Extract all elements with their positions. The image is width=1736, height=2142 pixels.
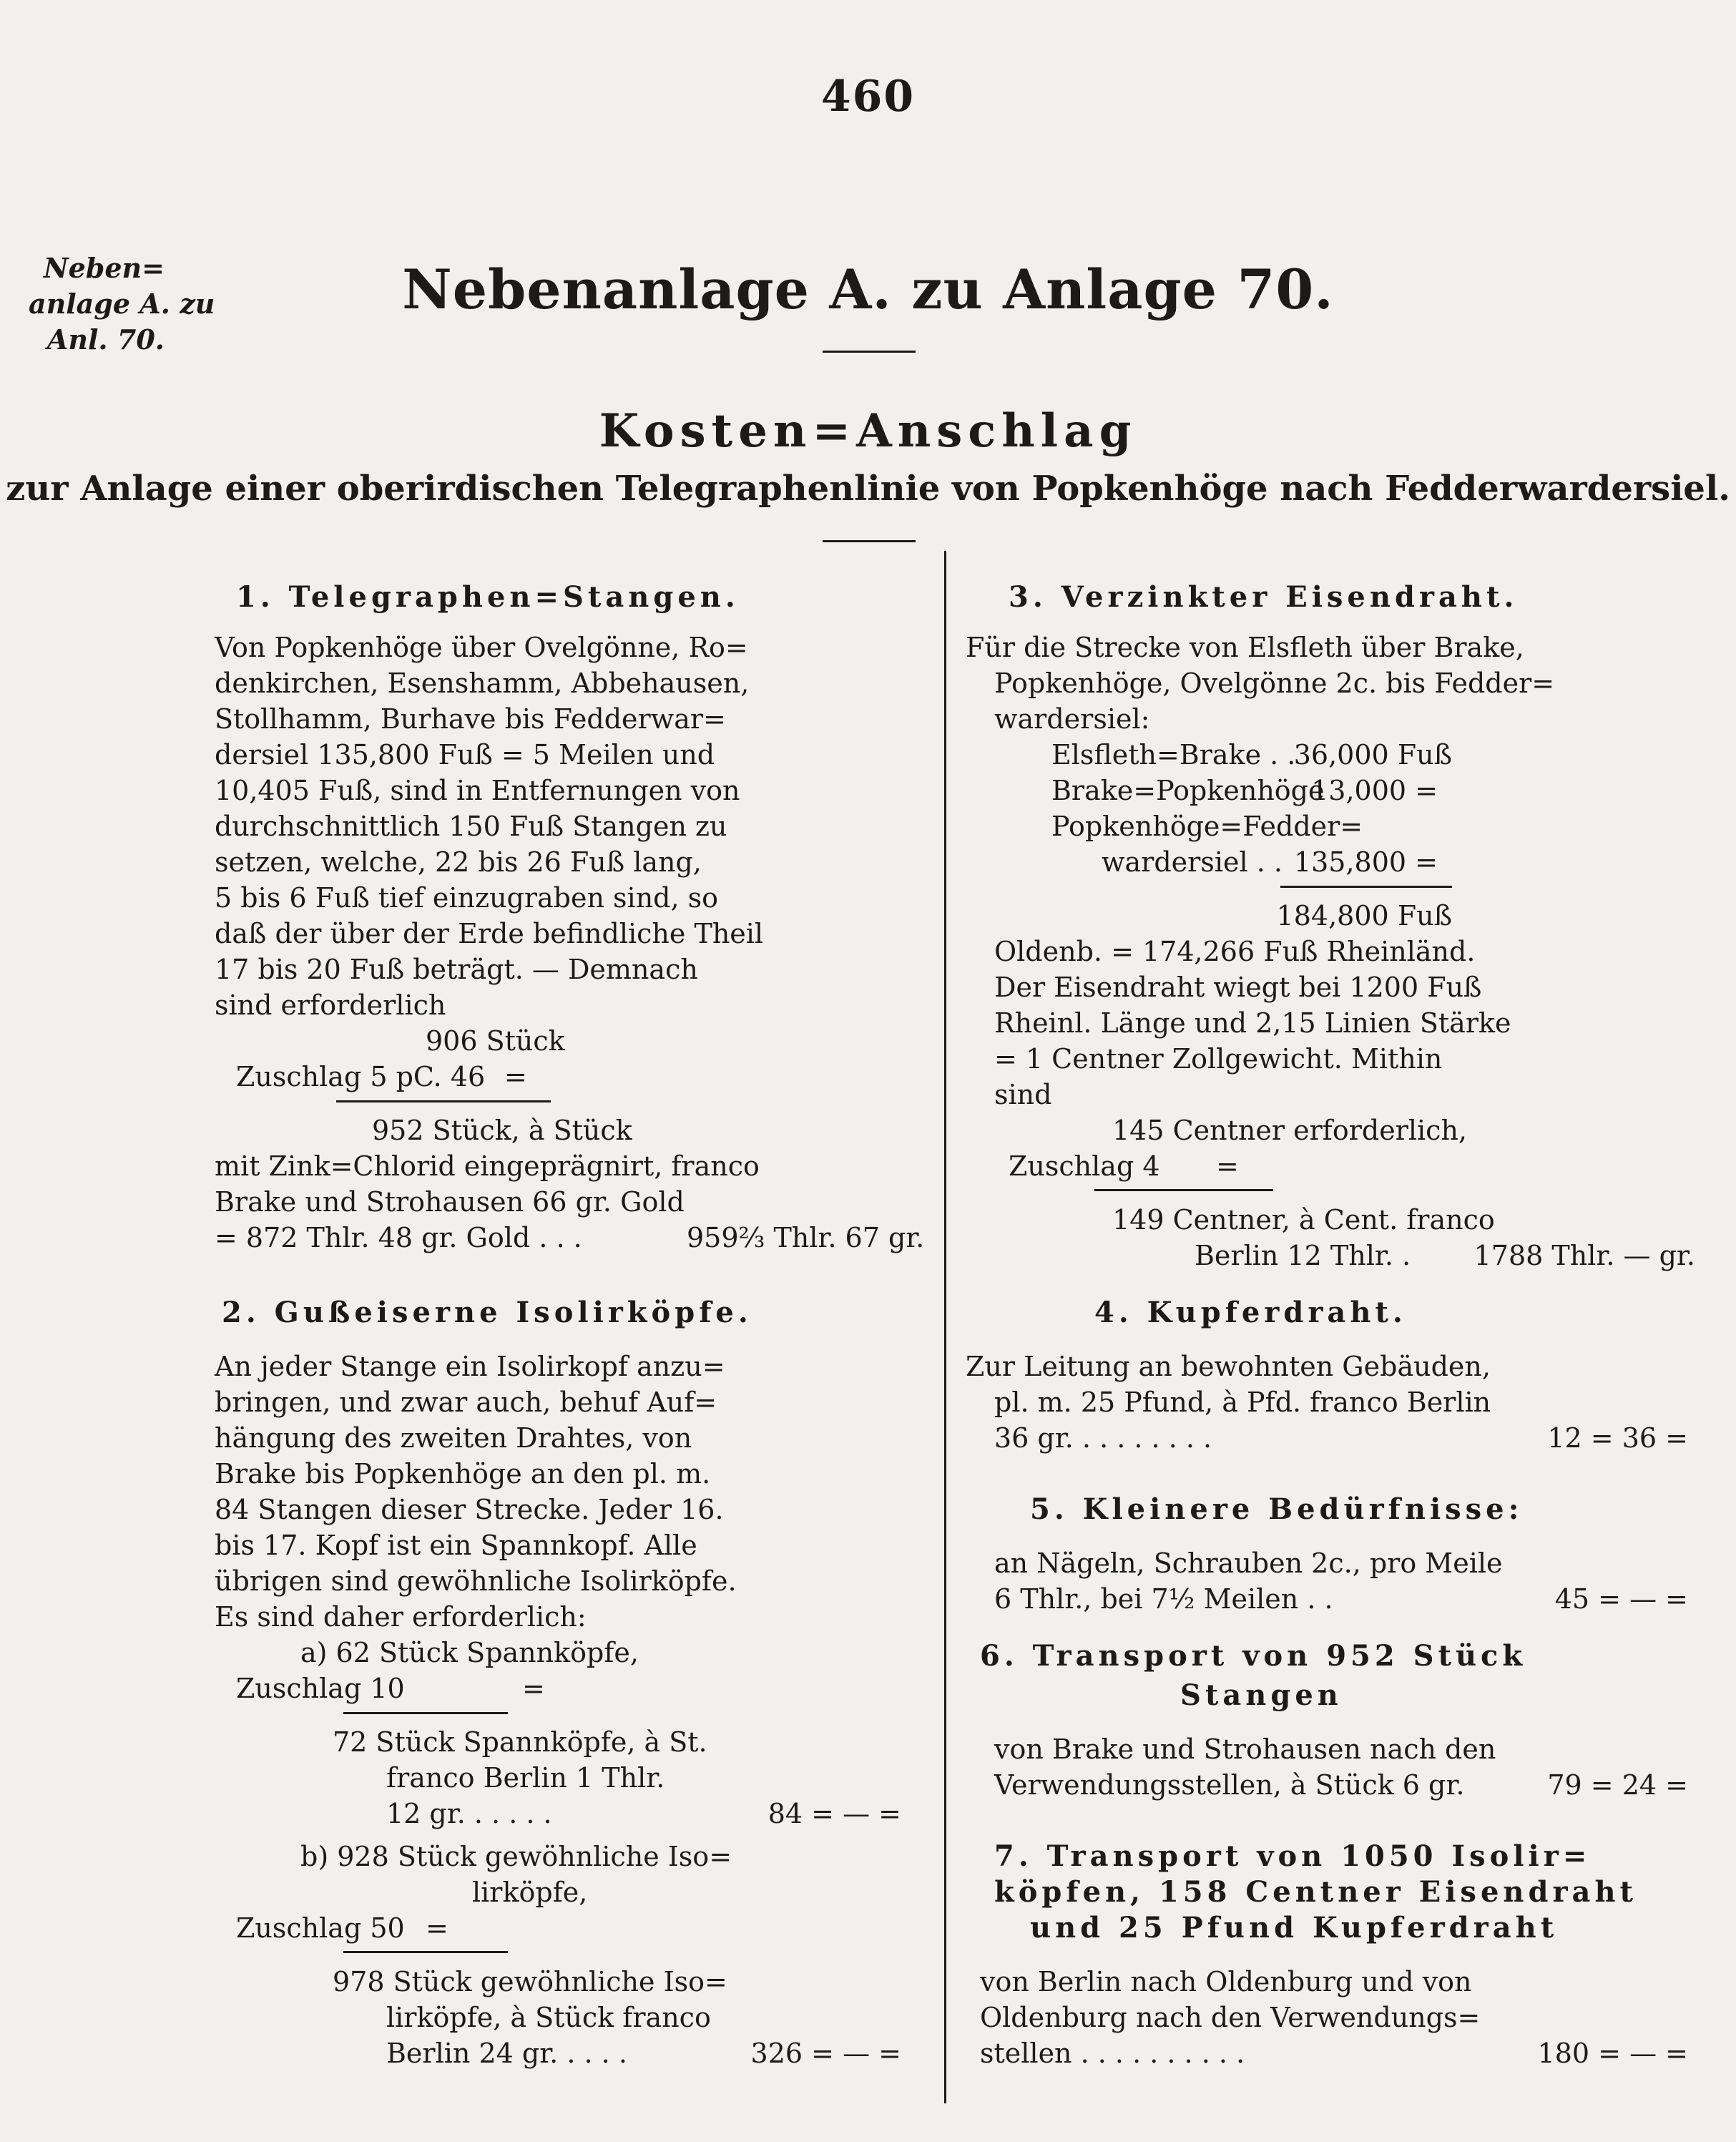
body-line: 17 bis 20 Fuß beträgt. — Demnach	[215, 954, 698, 985]
body-line: von Berlin nach Oldenburg und von	[980, 1966, 1472, 1997]
body-line: mit Zink=Chlorid eingeprägnirt, franco	[215, 1150, 760, 1182]
total-line: 72 Stück Spannköpfe, à St.	[333, 1726, 707, 1758]
sum-rule	[343, 1712, 508, 1714]
sum-rule	[1094, 1189, 1273, 1191]
body-line: daß der über der Erde befindliche Theil	[215, 918, 764, 949]
item-line: b) 928 Stück gewöhnliche Iso=	[300, 1841, 732, 1872]
body-line: Der Eisendraht wiegt bei 1200 Fuß	[994, 972, 1482, 1003]
route-sum: 184,800 Fuß	[1276, 900, 1452, 931]
surcharge: Zuschlag 10	[236, 1673, 405, 1704]
body-line: Oldenb. = 174,266 Fuß Rheinländ.	[994, 936, 1476, 967]
divider	[823, 351, 916, 353]
sum-rule	[343, 1951, 508, 1953]
body-line: Für die Strecke von Elsfleth über Brake,	[966, 632, 1524, 663]
total-line: 978 Stück gewöhnliche Iso=	[333, 1966, 727, 1997]
body-line: pl. m. 25 Pfund, à Pfd. franco Berlin	[994, 1387, 1491, 1418]
section-heading: 4. Kupferdraht.	[1094, 1296, 1407, 1329]
page-title: Nebenanlage A. zu Anlage 70.	[402, 258, 1334, 321]
item-line: lirköpfe,	[472, 1877, 588, 1908]
body-line: 6 Thlr., bei 7½ Meilen . .	[994, 1583, 1333, 1615]
body-line: Es sind daher erforderlich:	[215, 1601, 587, 1633]
divider	[823, 540, 916, 542]
route-label: Brake=Popkenhöge	[1051, 775, 1325, 806]
body-line: An jeder Stange ein Isolirkopf anzu=	[215, 1351, 725, 1382]
body-line: sind erforderlich	[215, 989, 446, 1021]
margin-note-line: Neben=	[43, 252, 165, 284]
surcharge: Zuschlag 5 pC. 46	[236, 1061, 486, 1092]
body-line: Brake und Strohausen 66 gr. Gold	[215, 1186, 685, 1218]
total-line: franco Berlin 1 Thlr.	[386, 1762, 665, 1794]
body-line: 5 bis 6 Fuß tief einzugraben sind, so	[215, 882, 719, 914]
section-heading: und 25 Pfund Kupferdraht	[1030, 1911, 1559, 1945]
sum-rule	[1280, 886, 1452, 888]
route-label: wardersiel . .	[1102, 846, 1283, 878]
total-line: 952 Stück, à Stück	[372, 1115, 632, 1146]
amount: 959⅔ Thlr. 67 gr.	[687, 1222, 925, 1253]
sum-rule	[336, 1100, 551, 1102]
body-line: Popkenhöge, Ovelgönne 2c. bis Fedder=	[994, 667, 1555, 699]
body-line: von Brake und Strohausen nach den	[994, 1733, 1496, 1765]
body-line: stellen . . . . . . . . . .	[980, 2038, 1245, 2069]
item-line: a) 62 Stück Spannköpfe,	[300, 1637, 639, 1668]
page-number: 460	[820, 72, 916, 122]
body-line: Rheinl. Länge und 2,15 Linien Stärke	[994, 1007, 1511, 1039]
requirement: 145 Centner erforderlich,	[1112, 1115, 1468, 1146]
body-line: bis 17. Kopf ist ein Spannkopf. Alle	[215, 1530, 697, 1561]
total-line: 149 Centner, à Cent. franco	[1112, 1204, 1495, 1236]
body-line: Von Popkenhöge über Ovelgönne, Ro=	[215, 632, 748, 663]
body-line: = 1 Centner Zollgewicht. Mithin	[994, 1043, 1443, 1075]
route-value: 135,800 =	[1293, 846, 1438, 878]
total-line: lirköpfe, à Stück franco	[386, 2002, 711, 2033]
body-line: Brake bis Popkenhöge an den pl. m.	[215, 1458, 711, 1490]
amount: 326 = — =	[750, 2038, 901, 2069]
body-line: = 872 Thlr. 48 gr. Gold . . .	[215, 1222, 582, 1253]
subtitle-description: zur Anlage einer oberirdischen Telegraphenlinie von Popkenhöge nach Fedderwardersiel.	[6, 469, 1730, 509]
body-line: übrigen sind gewöhnliche Isolirköpfe.	[215, 1565, 737, 1597]
body-line: dersiel 135,800 Fuß = 5 Meilen und	[215, 739, 715, 771]
body-line: wardersiel:	[994, 703, 1150, 735]
total-line: Berlin 24 gr. . . . .	[386, 2038, 627, 2069]
ditto-mark: =	[426, 1912, 448, 1944]
body-line: durchschnittlich 150 Fuß Stangen zu	[215, 811, 727, 842]
amount: 12 = 36 =	[1547, 1422, 1688, 1454]
route-value: 13,000 =	[1311, 775, 1438, 806]
body-line: 84 Stangen dieser Strecke. Jeder 16.	[215, 1494, 724, 1525]
section-heading: 5. Kleinere Bedürfnisse:	[1030, 1492, 1524, 1526]
amount: 1788 Thlr. — gr.	[1473, 1240, 1695, 1271]
total-line: Berlin 12 Thlr. .	[1195, 1240, 1411, 1271]
section-heading: 2. Gußeiserne Isolirköpfe.	[222, 1296, 752, 1329]
body-line: denkirchen, Esenshamm, Abbehausen,	[215, 667, 750, 699]
body-line: an Nägeln, Schrauben 2c., pro Meile	[994, 1547, 1503, 1579]
surcharge: Zuschlag 50	[236, 1912, 405, 1944]
route-value: 36,000 Fuß	[1293, 739, 1452, 771]
body-line: Stollhamm, Burhave bis Fedderwar=	[215, 703, 726, 735]
section-heading: 3. Verzinkter Eisendraht.	[1009, 580, 1519, 614]
surcharge: Zuschlag 4	[1009, 1150, 1160, 1182]
margin-note-line: Anl. 70.	[46, 323, 165, 356]
body-line: 36 gr. . . . . . . . .	[994, 1422, 1212, 1454]
body-line: setzen, welche, 22 bis 26 Fuß lang,	[215, 846, 702, 878]
body-line: Zur Leitung an bewohnten Gebäuden,	[966, 1351, 1491, 1382]
section-heading: 6. Transport von 952 Stück	[980, 1639, 1527, 1673]
subtitle: Kosten=Anschlag	[599, 404, 1137, 458]
route-label: Elsfleth=Brake . .	[1051, 739, 1296, 771]
section-heading: köpfen, 158 Centner Eisendraht	[994, 1875, 1638, 1909]
section-heading: 1. Telegraphen=Stangen.	[236, 580, 740, 614]
amount: 84 = — =	[768, 1798, 901, 1829]
ditto-mark: =	[522, 1673, 545, 1704]
amount: 79 = 24 =	[1547, 1769, 1688, 1801]
section-heading: Stangen	[1180, 1678, 1343, 1712]
quantity: 906 Stück	[426, 1025, 565, 1057]
body-line: 10,405 Fuß, sind in Entfernungen von	[215, 775, 740, 806]
ditto-mark: =	[1216, 1150, 1239, 1182]
body-line: hängung des zweiten Drahtes, von	[215, 1422, 692, 1454]
body-line: Oldenburg nach den Verwendungs=	[980, 2002, 1481, 2033]
total-line: 12 gr. . . . . .	[386, 1798, 552, 1829]
body-line: Verwendungsstellen, à Stück 6 gr.	[994, 1769, 1465, 1801]
margin-note-line: anlage A. zu	[29, 288, 215, 320]
amount: 180 = — =	[1537, 2038, 1688, 2069]
amount: 45 = — =	[1554, 1583, 1688, 1615]
body-line: sind	[994, 1079, 1052, 1110]
column-divider	[944, 551, 946, 2103]
body-line: bringen, und zwar auch, behuf Auf=	[215, 1387, 717, 1418]
section-heading: 7. Transport von 1050 Isolir=	[994, 1839, 1592, 1873]
route-label: Popkenhöge=Fedder=	[1051, 811, 1363, 842]
ditto-mark: =	[504, 1061, 527, 1092]
